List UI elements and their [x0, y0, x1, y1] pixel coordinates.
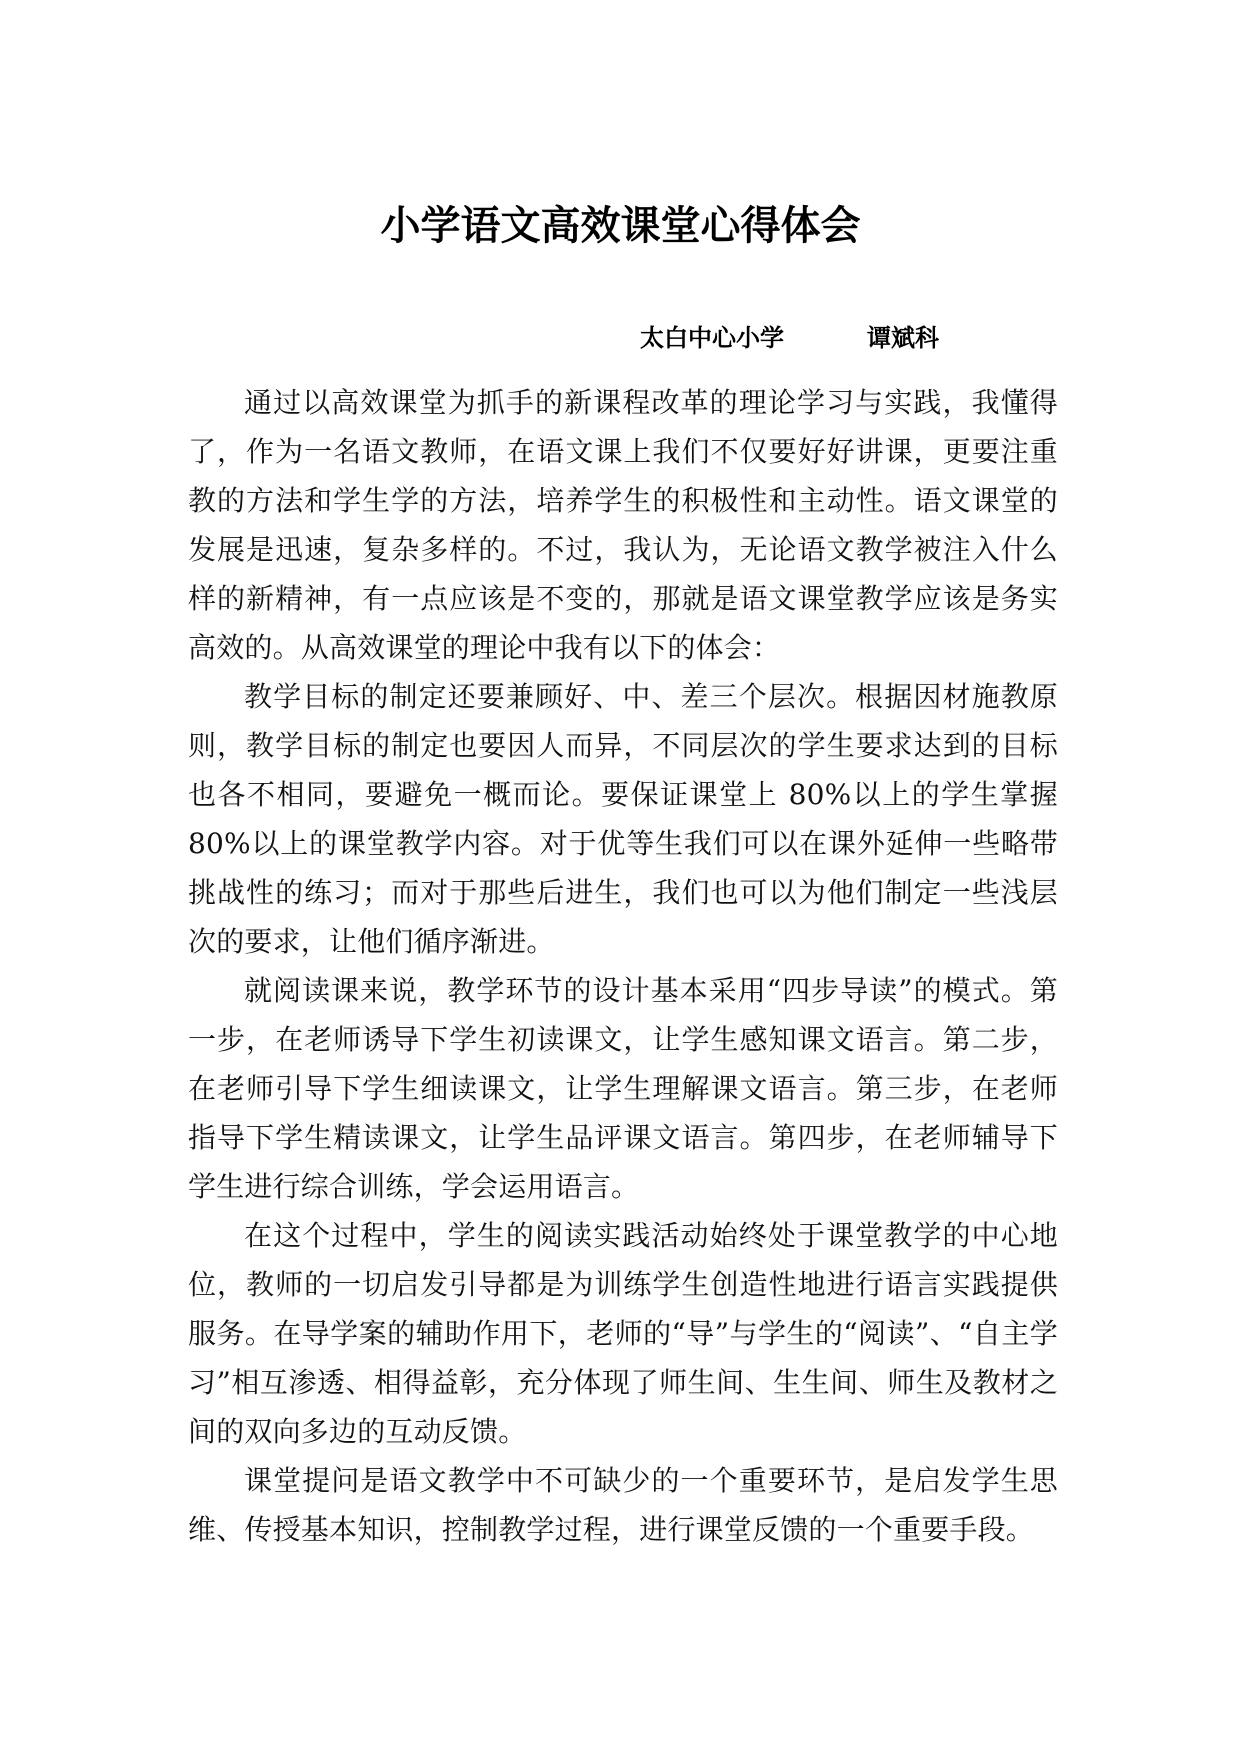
- document-body: [188, 378, 1058, 1554]
- paragraph: 在这个过程中，学生的阅读实践活动始终处于课堂教学的中心地位，教师的一切启发引导都是为训练学生创造性地进行语言实践提供服务。在导学案的辅助作用下，老师的“导”与学生的“阅读”、“自主学习”相互渗透、相得益彰，充分体现了师生间、生生间、师生及教材之间的双向多边的互动反馈。: [188, 1219, 1058, 1448]
- byline: [0, 320, 1241, 360]
- document-title: 小学语文高效课堂心得体会: [380, 203, 861, 249]
- paragraph: 通过以高效课堂为抓手的新课程改革的理论学习与实践，我懂得了，作为一名语文教师，在语文课上我们不仅要好好讲课，更要注重教的方法和学生学的方法，培养学生的积极性和主动性。语文课堂的发展是迅速，复杂多样的。不过，我认为，无论语文教学被注入什么样的新精神，有一点应该是不变的，那就是语文课堂教学应该是务实高效的。从高效课堂的理论中我有以下的体会：: [188, 386, 1058, 664]
- byline-author: 谭斌科: [867, 324, 939, 352]
- paragraph: 教学目标的制定还要兼顾好、中、差三个层次。根据因材施教原则，教学目标的制定也要因人而异，不同层次的学生要求达到的目标也各不相同，要避免一概而论。要保证课堂上 80%以上的学生掌握80%以上的课堂教学内容。对于优等生我们可以在课外延伸一些略带挑战性的练习；而对于那些后进生，我们也可以为他们制定一些浅层次的要求，让他们循序渐进。: [188, 680, 1058, 958]
- byline-school: 太白中心小学: [640, 324, 784, 352]
- paragraph: 课堂提问是语文教学中不可缺少的一个重要环节，是启发学生思维、传授基本知识，控制教学过程，进行课堂反馈的一个重要手段。: [188, 1464, 1058, 1546]
- paragraph: 就阅读课来说，教学环节的设计基本采用“四步导读”的模式。第一步，在老师诱导下学生初读课文，让学生感知课文语言。第二步，在老师引导下学生细读课文，让学生理解课文语言。第三步，在老师指导下学生精读课文，让学生品评课文语言。第四步，在老师辅导下学生进行综合训练，学会运用语言。: [188, 974, 1058, 1203]
